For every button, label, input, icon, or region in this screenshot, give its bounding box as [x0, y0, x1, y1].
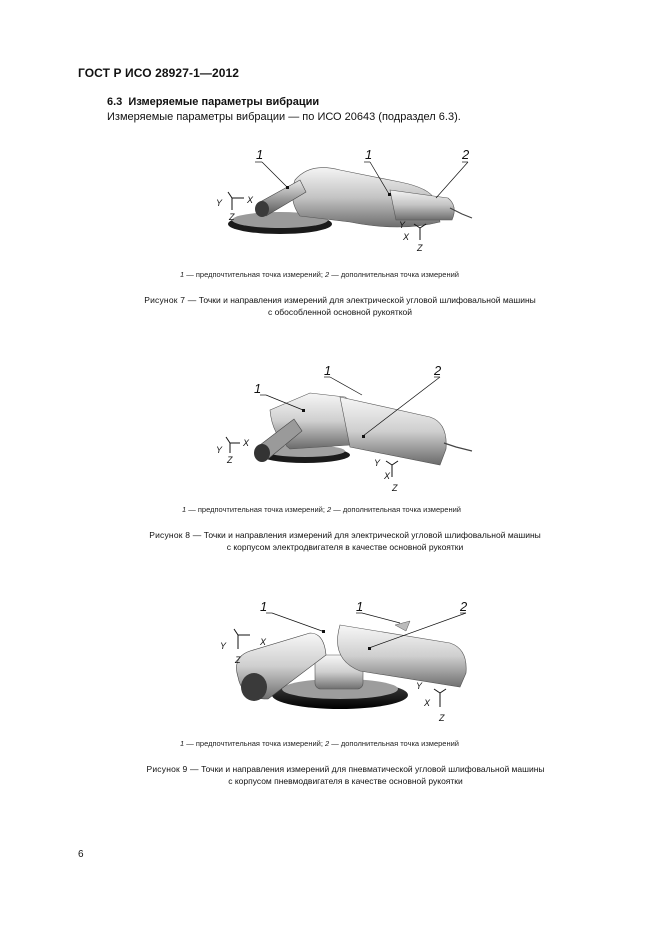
callout-1a: 1 — [256, 147, 264, 162]
axis-label-y: Y — [220, 641, 227, 651]
figure-9-legend: 1 — предпочтительная точка измерений; 2 — дополнительная точка измерений — [180, 739, 459, 748]
measure-point-1a — [322, 630, 325, 633]
axes-left — [216, 437, 250, 465]
axis-label-z: Z — [392, 483, 398, 493]
callout-1a: 1 — [254, 381, 262, 396]
axis-label-y: Y — [399, 220, 406, 230]
figure-8-drawing — [210, 365, 490, 495]
axis-label-z: Z — [439, 713, 445, 723]
axis-label-z: Z — [417, 243, 423, 253]
axis-label-y: Y — [216, 198, 223, 208]
section-number: 6.3 — [107, 96, 123, 108]
section-body: Измеряемые параметры вибрации — по ИСО 20643 (подраздел 6.3). — [107, 111, 461, 123]
axes-right — [374, 458, 398, 493]
callout-1b: 1 — [365, 147, 373, 162]
callout-1a: 1 — [260, 599, 268, 614]
figure-7-drawing — [200, 140, 490, 255]
axis-label-x: X — [243, 438, 250, 448]
axis-label-x: X — [247, 195, 254, 205]
figure-8-legend: 1 — предпочтительная точка измерений; 2 — дополнительная точка измерений — [182, 505, 461, 514]
axis-label-x: X — [424, 698, 431, 708]
page-number: 6 — [78, 849, 84, 860]
figure-7-legend: 1 — предпочтительная точка измерений; 2 — дополнительная точка измерений — [180, 270, 459, 279]
axis-label-y: Y — [216, 445, 223, 455]
callout-2: 2 — [462, 147, 470, 162]
axis-label-y: Y — [374, 458, 381, 468]
axis-label-z: Z — [235, 655, 241, 665]
axes-right — [416, 681, 446, 723]
section-title-text: Измеряемые параметры вибрации — [128, 96, 320, 108]
axis-label-x: X — [384, 471, 391, 481]
motor-body — [340, 397, 446, 465]
axis-label-z: Z — [229, 212, 235, 222]
figure-9-caption: Рисунок 9 — Точки и направления измерений для пневматической угловой шлифовальной машины с корпусом пневмодвигателя в качестве основной рукоятки — [146, 764, 545, 786]
figure-7-caption: Рисунок 7 — Точки и направления измерений для электрической угловой шлифовальной машины с обособленной основной рукояткой — [144, 295, 536, 317]
figure-9-drawing — [210, 595, 490, 725]
power-cord — [444, 443, 472, 451]
callout-1b: 1 — [324, 365, 332, 378]
figure-8-caption: Рисунок 8 — Точки и направления измерений для электрической угловой шлифовальной машины с корпусом электродвигателя в качестве основной рукоятки — [149, 530, 541, 552]
axis-label-x: X — [260, 637, 267, 647]
axis-label-y: Y — [416, 681, 423, 691]
callout-2: 2 — [434, 365, 442, 378]
axis-label-z: Z — [227, 455, 233, 465]
callout-1b: 1 — [356, 599, 364, 614]
section-title — [107, 96, 319, 108]
callout-2: 2 — [460, 599, 468, 614]
axis-label-x: X — [403, 232, 410, 242]
document-header: ГОСТ Р ИСО 28927-1—2012 — [78, 66, 240, 80]
